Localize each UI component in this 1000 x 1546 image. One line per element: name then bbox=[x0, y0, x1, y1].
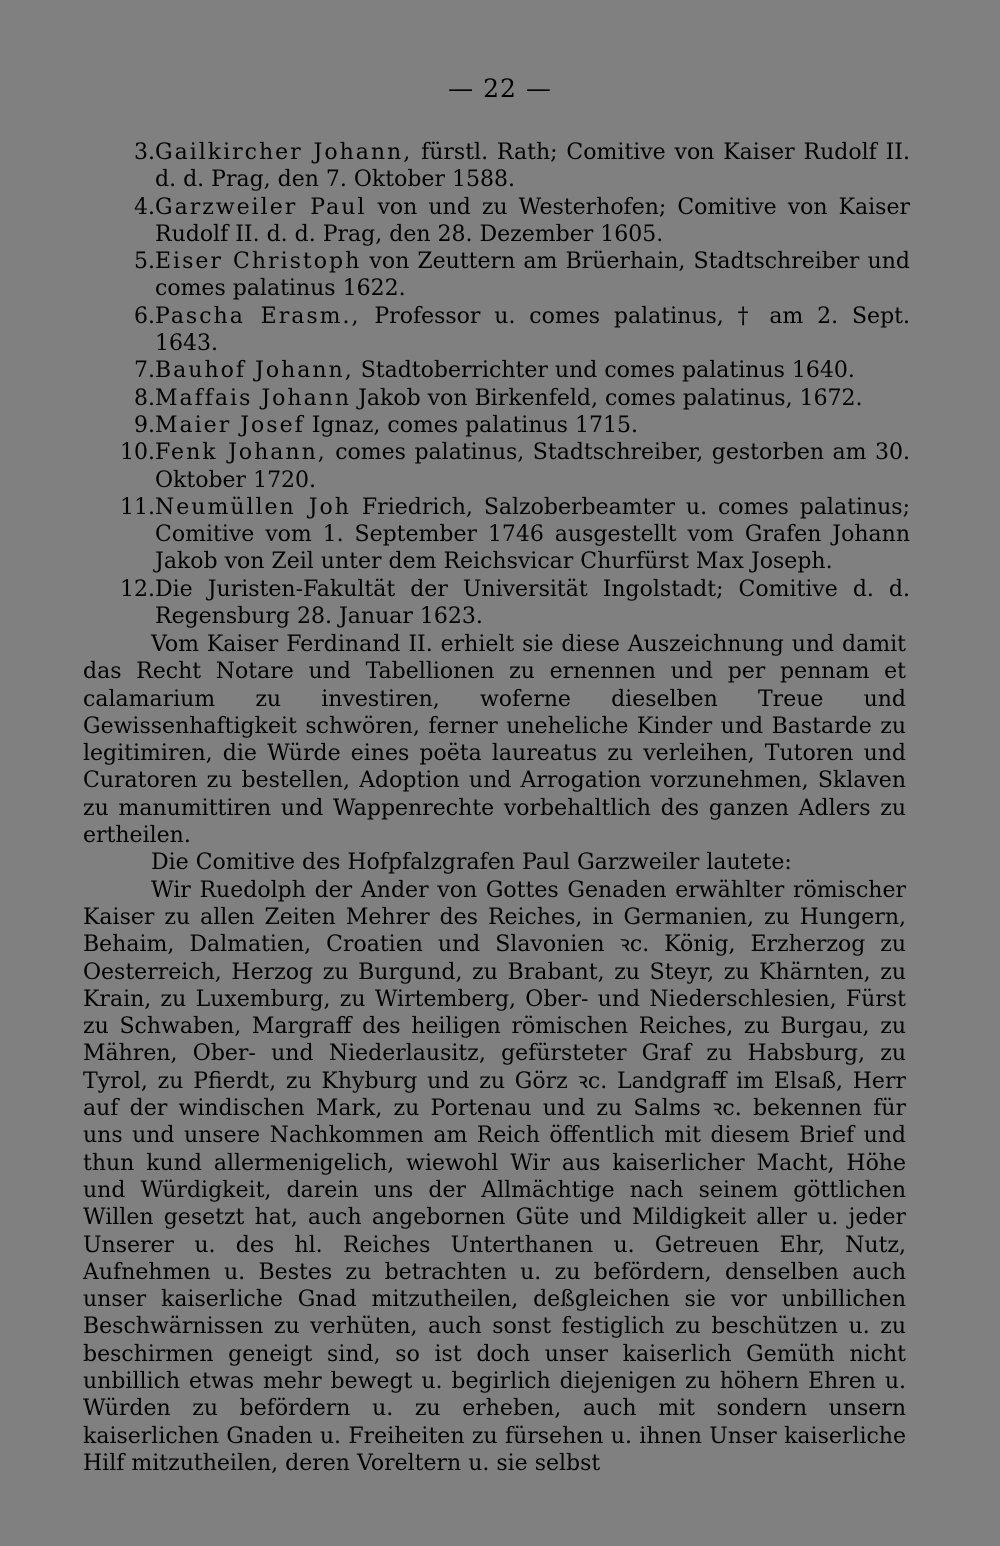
entry-text: Stadtoberrichter und comes palatinus 1640. bbox=[360, 358, 855, 384]
list-item bbox=[100, 576, 910, 631]
list-item bbox=[100, 494, 910, 576]
entry-text: Jakob von Birkenfeld, comes palatinus, 1672. bbox=[358, 385, 863, 411]
list-item bbox=[100, 194, 910, 249]
entry-number: 9. bbox=[134, 412, 155, 438]
paragraph-comitive-intro: Die Comitive des Hofpfalzgrafen Paul Garzweiler lautete: bbox=[151, 850, 792, 876]
entry-text: von Zeuttern am Brüerhain, Stadtschreiber und comes palatinus 1622. bbox=[155, 249, 910, 302]
entry-name: Eiser Christoph bbox=[155, 249, 362, 275]
entry-text: Professor u. comes palatinus, † am 2. Sept. 1643. bbox=[155, 303, 910, 357]
paragraph-ferdinand: Vom Kaiser Ferdinand II. erhielt sie diese Auszeichnung und damit das Recht Notare und Tabellionen zu ernennen und per pennam et calamarium zu investiren, woferne dieselben Treue und Gewissenhaftigkeit schwören, ferner uneheliche Kinder und Bastarde zu legitimiren, die Würde eines poëta laureatus zu verleihen, Tutoren und Curatoren zu bestellen, Adoption und Arrogation vorzunehmen, Sklaven zu manumittiren und Wappenrechte vorbehaltlich des ganzen Adlers zu ertheilen. bbox=[83, 632, 906, 849]
entry-name: Bauhof Johann, bbox=[155, 358, 354, 384]
entry-text: comes palatinus, Stadtschreiber, gestorben am 30. Oktober 1720. bbox=[155, 440, 910, 493]
entry-number: 10. bbox=[120, 440, 155, 466]
list-item bbox=[100, 412, 910, 439]
list-item bbox=[100, 248, 910, 303]
body-text bbox=[83, 631, 906, 1477]
list-item bbox=[100, 303, 910, 358]
entry-name: Maier Josef bbox=[155, 412, 305, 438]
list-item bbox=[100, 439, 910, 494]
entry-number: 11. bbox=[120, 494, 155, 520]
entry-number: 5. bbox=[134, 249, 155, 275]
entry-number: 4. bbox=[134, 194, 155, 220]
entry-name: Garzweiler Paul bbox=[155, 194, 367, 220]
entry-name: Neumüllen Joh bbox=[155, 494, 351, 520]
entry-number: 8. bbox=[134, 385, 155, 411]
comes-palatinus-list bbox=[100, 139, 910, 630]
entry-name: Gailkircher Johann, bbox=[155, 140, 413, 165]
entry-text: Ignaz, comes palatinus 1715. bbox=[311, 412, 638, 438]
entry-text: von und zu Westerhofen; Comitive von Kaiser Rudolf II. d. d. Prag, den 28. Dezember 1605. bbox=[155, 194, 910, 247]
list-item bbox=[100, 385, 910, 412]
entry-number: 12. bbox=[120, 576, 155, 602]
list-item bbox=[100, 139, 910, 194]
entry-name: Maffais Johann bbox=[155, 385, 352, 411]
entry-name: Fenk Johann, bbox=[155, 440, 327, 466]
entry-number: 7. bbox=[134, 358, 155, 384]
entry-text: Friedrich, Salzoberbeamter u. comes palatinus; Comitive vom 1. September 1746 ausgestellt vom Grafen Johann Jakob von Zeil unter dem Reichsvicar Churfürst Max Joseph. bbox=[155, 494, 911, 575]
page-number: — 22 — bbox=[448, 74, 552, 103]
paragraph-charter: Wir Ruedolph der Ander von Gottes Genaden erwählter römischer Kaiser zu allen Zeiten Mehrer des Reiches, in Germanien, zu Hungern, Behaim, Dalmatien, Croatien und Slavonien ꝛc. König, Erzherzog zu Oesterreich, Herzog zu Burgund, zu Brabant, zu Steyr, zu Khärnten, zu Krain, zu Luxemburg, zu Wirtemberg, Ober- und Niederschlesien, Fürst zu Schwaben, Margraff des heiligen römischen Reiches, zu Burgau, zu Mähren, Ober- und Niederlausitz, gefürsteter Graf zu Habsburg, zu Tyrol, zu Pfierdt, zu Khyburg und zu Görz ꝛc. Landgraff im Elsaß, Herr auf der windischen Mark, zu Portenau und zu Salms ꝛc. bekennen für uns und unsere Nachkommen am Reich öffentlich mit diesem Brief und thun kund allermenigelich, wiewohl Wir aus kaiserlicher Macht, Höhe und Würdigkeit, darein uns der Allmächtige nach seinem göttlichen Willen gesetzt hat, auch angebornen Güte und Mildigkeit aller u. jeder Unserer u. des hl. Reiches Unterthanen u. Getreuen Ehr, Nutz, Aufnehmen u. Bestes zu betrachten u. zu befördern, denselben auch unser kaiserliche Gnad mitzutheilen, deßgleichen sie vor unbillichen Beschwärnissen zu verhüten, auch sonst festiglich zu beschützen u. zu beschirmen geneigt sind, so ist doch unser kaiserlich Gemüth nicht unbillich etwas mehr bewegt u. begirlich diejenigen zu höhern Ehren u. Würden zu befördern u. zu erheben, auch mit sondern unsern kaiserlichen Gnaden u. Freiheiten zu fürsehen u. ihnen Unser kaiserliche Hilf mitzutheilen, deren Voreltern u. sie selbst bbox=[83, 877, 906, 1476]
entry-text: fürstl. Rath; Comitive von Kaiser Rudolf II. d. d. Prag, den 7. Oktober 1588. bbox=[155, 140, 910, 193]
entry-text: Die Juristen-Fakultät der Universität Ingolstadt; Comitive d. d. Regensburg 28. Januar 1623. bbox=[155, 576, 910, 630]
list-item bbox=[100, 357, 910, 384]
entry-name: Pascha Erasm., bbox=[155, 303, 361, 329]
entry-number: 6. bbox=[134, 303, 155, 329]
entry-number: 3. bbox=[134, 140, 155, 165]
